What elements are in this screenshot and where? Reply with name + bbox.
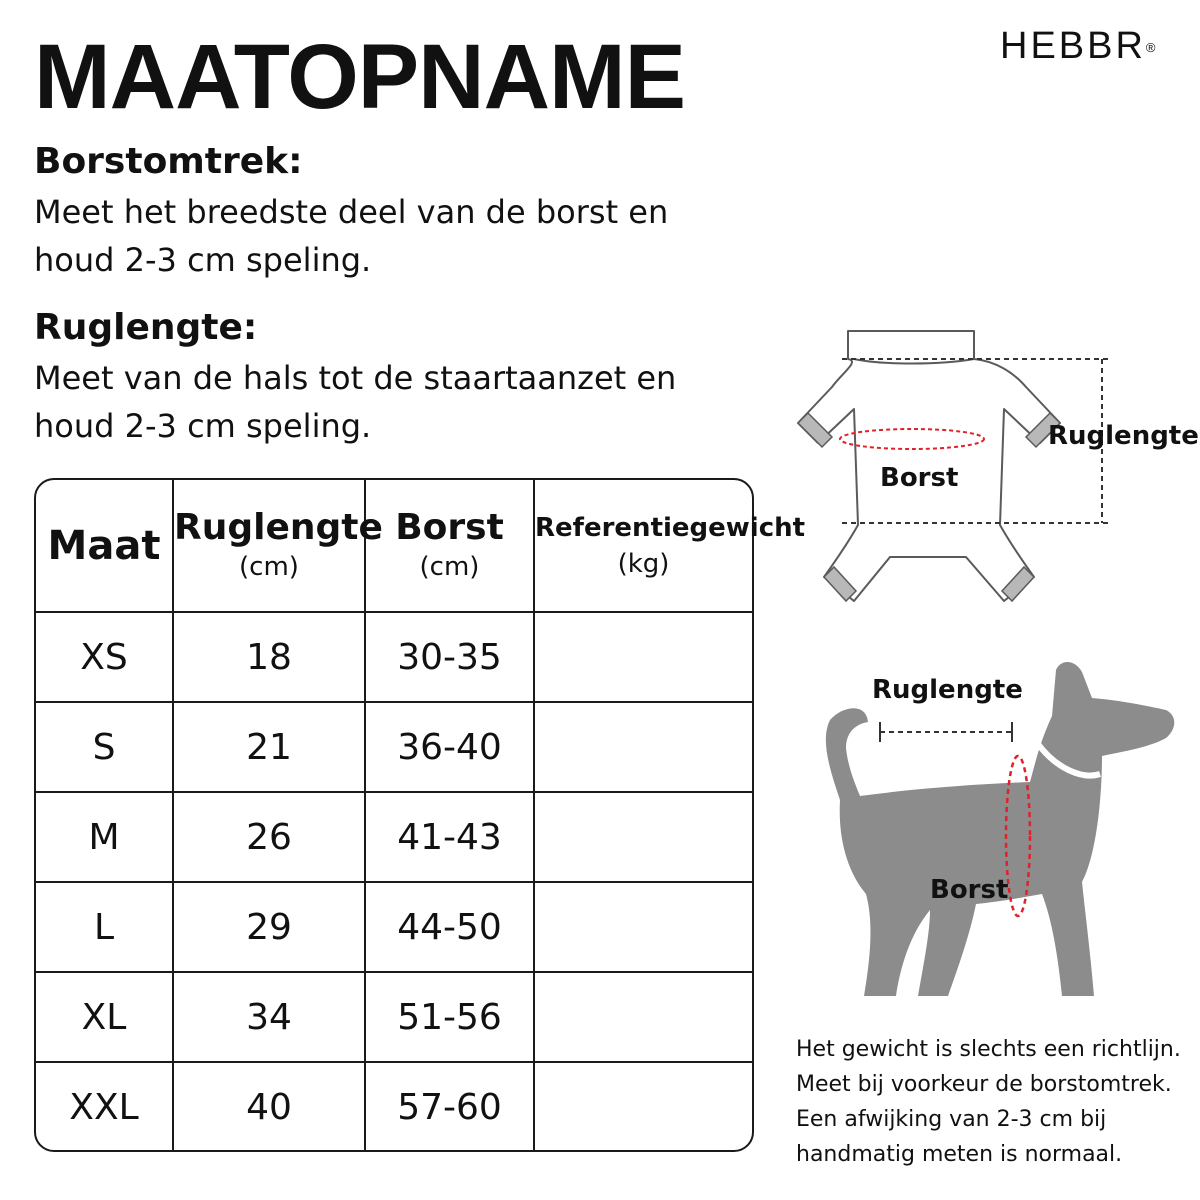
cell-weight xyxy=(534,972,752,1062)
cell-chest: 51-56 xyxy=(365,972,534,1062)
cell-weight xyxy=(534,612,752,702)
cell-chest: 36-40 xyxy=(365,702,534,792)
header-chest: Borst (cm) xyxy=(365,480,534,612)
cell-back-length: 34 xyxy=(173,972,365,1062)
header-reference-weight: Referentiegewicht (kg) xyxy=(534,480,752,612)
cell-chest: 44-50 xyxy=(365,882,534,972)
table-row xyxy=(36,882,752,972)
cell-back-length: 21 xyxy=(173,702,365,792)
table-row xyxy=(36,972,752,1062)
registered-mark: ® xyxy=(1145,40,1156,55)
table-row xyxy=(36,792,752,882)
dog-length-label: Ruglengte xyxy=(872,675,1023,705)
table-row xyxy=(36,702,752,792)
brand-logo xyxy=(1000,24,1156,68)
header-size: Maat xyxy=(36,480,173,612)
table-header-row xyxy=(36,480,752,612)
cell-back-length: 18 xyxy=(173,612,365,702)
cell-size: XS xyxy=(36,612,173,702)
cell-size: L xyxy=(36,882,173,972)
cell-back-length: 26 xyxy=(173,792,365,882)
weight-disclaimer: Het gewicht is slechts een richtlijn. Meet bij voorkeur de borstomtrek. Een afwijking van 2-3 cm bij handmatig meten is normaal. xyxy=(796,1037,1181,1167)
cell-weight xyxy=(534,792,752,882)
garment-length-label: Ruglengte xyxy=(1048,421,1199,451)
cell-size: M xyxy=(36,792,173,882)
garment-chest-label: Borst xyxy=(880,463,959,493)
cell-size: S xyxy=(36,702,173,792)
brand-name: HEBBR xyxy=(1000,25,1146,67)
cell-chest: 57-60 xyxy=(365,1062,534,1152)
dog-chest-label: Borst xyxy=(930,875,1009,905)
table-row xyxy=(36,1062,752,1152)
chest-instructions: Meet het breedste deel van de borst en houd 2-3 cm speling. xyxy=(34,193,669,279)
table-row xyxy=(36,612,752,702)
cell-chest: 41-43 xyxy=(365,792,534,882)
cell-size: XL xyxy=(36,972,173,1062)
cell-weight xyxy=(534,882,752,972)
cell-weight xyxy=(534,702,752,792)
back-length-heading: Ruglengte: xyxy=(34,307,258,348)
cell-size: XXL xyxy=(36,1062,173,1152)
dog-silhouette xyxy=(826,662,1174,996)
back-length-instructions: Meet van de hals tot de staartaanzet en houd 2-3 cm speling. xyxy=(34,359,677,445)
cell-chest: 30-35 xyxy=(365,612,534,702)
chest-heading: Borstomtrek: xyxy=(34,141,303,182)
garment-diagram xyxy=(770,315,1190,615)
cell-weight xyxy=(534,1062,752,1152)
size-table xyxy=(34,478,806,1152)
cell-back-length: 40 xyxy=(173,1062,365,1152)
cell-back-length: 29 xyxy=(173,882,365,972)
dog-length-measure xyxy=(880,722,1012,742)
header-back-length: Ruglengte (cm) xyxy=(173,480,365,612)
page-title: MAATOPNAME xyxy=(34,26,686,128)
